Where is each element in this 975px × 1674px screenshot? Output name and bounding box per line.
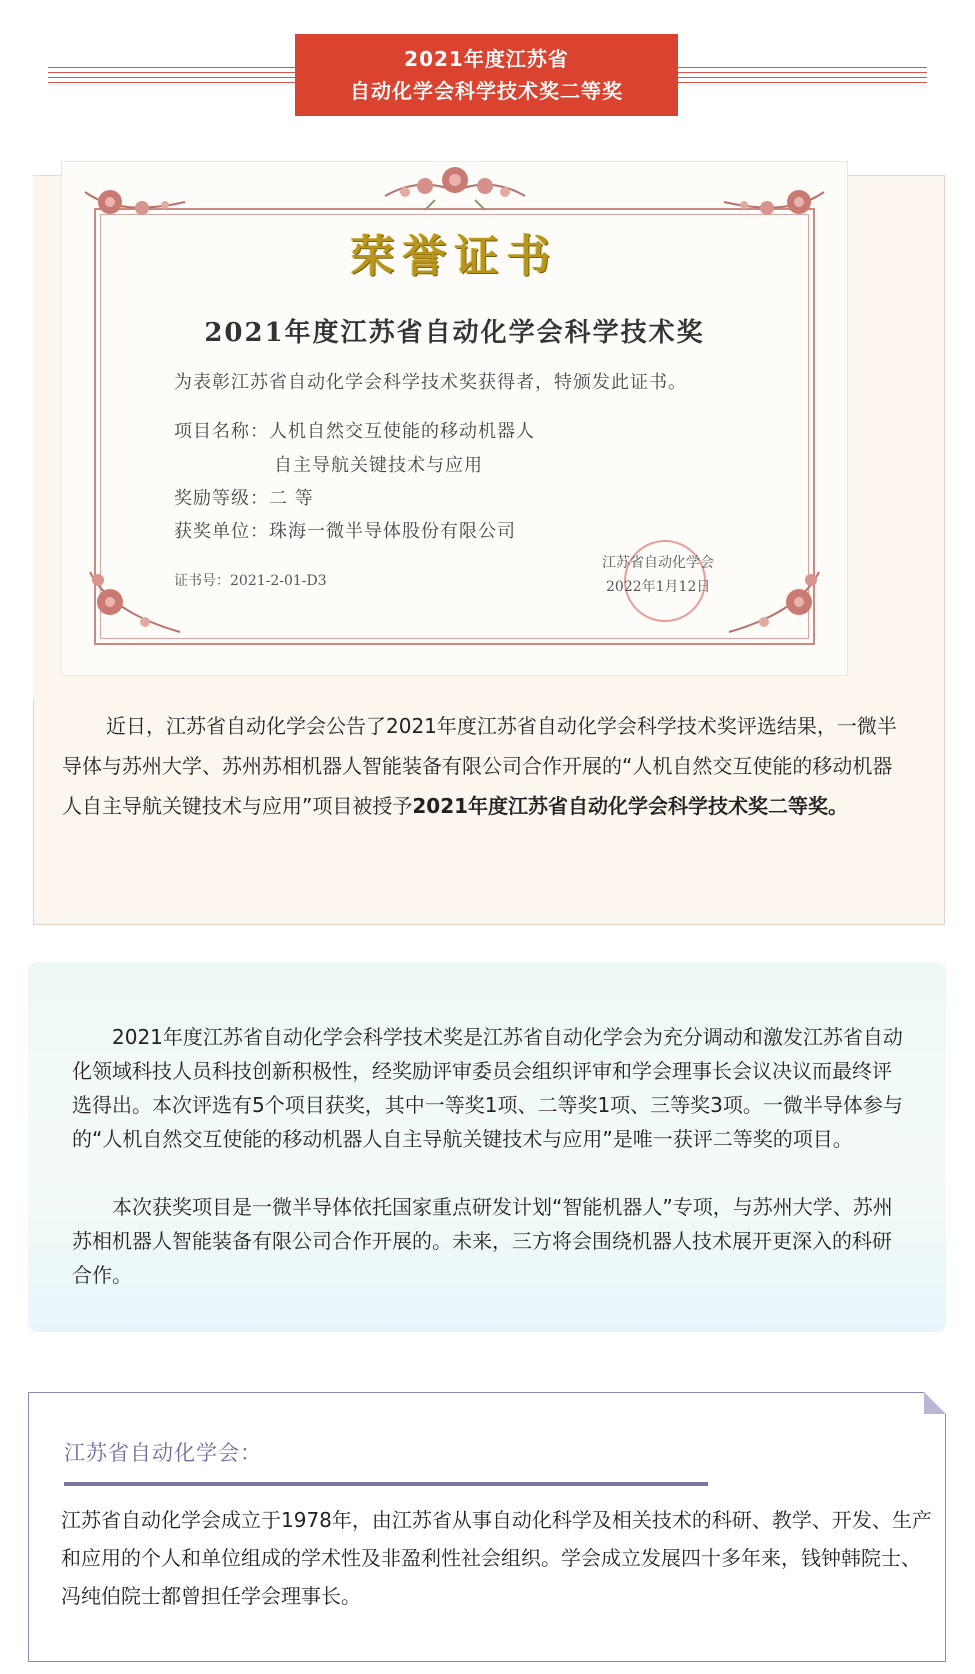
about-text: 江苏省自动化学会成立于1978年，由江苏省从事自动化科学及相关技术的科研、教学、开发、生产和应用的个人和单位组成的学术性及非盈利性社会组织。学会成立发展四十多年来，钱钟韩院士、冯纯伯院士都曾担任学会理事长。 [61,1508,932,1608]
certificate-issuer: 江苏省自动化学会 [602,555,714,571]
about-title: 江苏省自动化学会： [64,1441,262,1465]
flower-ornament-bottom-right-icon [719,562,829,642]
news-p1-bold: 2021年度江苏省自动化学会科学技术奖二等奖。 [412,794,849,818]
news-paragraph-1 [62,706,910,826]
project-line-1: 人机自然交互使能的移动机器人 [269,421,535,442]
certificate-intro: 为表彰江苏省自动化学会科学技术奖获得者，特颁发此证书。 [174,372,687,393]
detail-paragraph-2: 本次获奖项目是一微半导体依托国家重点研发计划“智能机器人”专项，与苏州大学、苏州苏相机器人智能装备有限公司合作开展的。未来，三方将会围绕机器人技术展开更深入的科研合作。 [72,1195,893,1287]
level-value: 二 等 [269,488,314,509]
about-title-underline [64,1482,708,1486]
award-card-left-border [33,700,34,925]
news-p1-text: 近日，江苏省自动化学会公告了2021年度江苏省自动化学会科学技术奖评选结果，一微半导体与苏州大学、苏州苏相机器人智能装备有限公司合作开展的“人机自然交互使能的移动机器人自主导航关键技术与应用”项目被授予 [62,714,897,818]
title-banner [295,34,678,116]
banner-line-2: 自动化学会科学技术奖二等奖 [350,79,623,103]
certificate-project-row [174,417,535,443]
project-label: 项目名称： [174,421,269,442]
flower-ornament-top-icon [380,156,530,216]
certificate-subtitle: 2021年度江苏省自动化学会科学技术奖 [204,318,705,348]
certificate-level-row [174,484,314,510]
unit-label: 获奖单位： [174,521,269,542]
banner-line-1: 2021年度江苏省 [404,47,569,71]
level-label: 奖励等级： [174,488,269,509]
certificate-image [62,162,847,675]
folded-corner-icon [924,1392,946,1414]
certificate-unit-row [174,517,516,543]
about-society-card [28,1392,946,1662]
certificate-number: 证书号：2021-2-01-D3 [174,573,327,589]
certificate-title: 荣誉证书 [350,231,559,282]
project-line-2: 自主导航关键技术与应用 [274,455,483,476]
unit-value: 珠海一微半导体股份有限公司 [269,521,516,542]
certificate-date: 2022年1月12日 [606,579,711,595]
detail-paragraph-1: 2021年度江苏省自动化学会科学技术奖是江苏省自动化学会为充分调动和激发江苏省自动化领域科技人员科技创新积极性，经奖励评审委员会组织评审和学会理事长会议决议而最终评选得出。本次评选有5个项目获奖，其中一等奖1项、二等奖1项、三等奖3项。一微半导体参与的“人机自然交互使能的移动机器人自主导航关键技术与应用”是唯一获评二等奖的项目。 [72,1025,903,1151]
